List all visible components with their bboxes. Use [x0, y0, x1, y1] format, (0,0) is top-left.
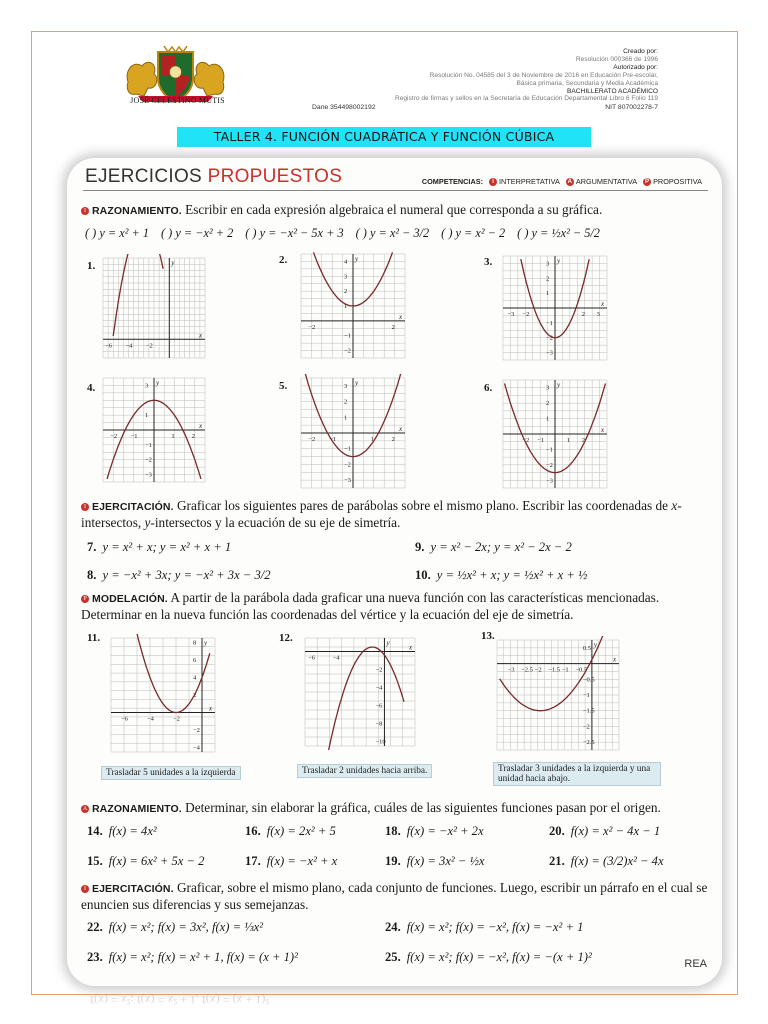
section-text: Escribir en cada expresión algebraica el numeral que corresponda a su gráfica.	[181, 202, 603, 217]
section-razonamiento-2	[81, 800, 711, 817]
y-tick-label: −2	[145, 456, 152, 464]
x-tick-label: −1	[537, 437, 545, 444]
section-text-2: -intersectos,	[81, 498, 682, 530]
y-tick-label: −1	[546, 319, 553, 327]
competencia-label: INTERPRETATIVA	[499, 177, 560, 186]
x-tick-label: −2	[173, 715, 180, 723]
exercise-7	[87, 540, 231, 555]
x-tick-label: −2	[522, 437, 530, 444]
function-expression: f(x) = 3x² − ½x	[406, 854, 485, 868]
exercise-expression: f(x) = x²; f(x) = −x², f(x) = −x² + 1	[406, 920, 584, 934]
y-axis-label: y	[355, 255, 359, 263]
y-tick-label: −8	[375, 720, 383, 728]
exercise-number: 15.	[87, 854, 103, 868]
parabola-graph-11	[107, 634, 219, 756]
parabola-curve	[113, 254, 163, 336]
x-axis-label: x	[199, 331, 203, 340]
graph-label: 11.	[87, 632, 101, 644]
y-tick-label: 2	[193, 692, 197, 699]
nit-code: NIT 807002278-7	[605, 104, 658, 111]
y-tick-label: 1	[145, 412, 149, 420]
x-tick-label: −4	[125, 342, 133, 350]
parabola-graph-3	[499, 252, 611, 364]
y-tick-label: −1	[546, 446, 553, 454]
y-tick-label: −2	[375, 666, 383, 674]
function-item	[385, 824, 484, 839]
exercise-8	[87, 568, 271, 583]
y-tick-label: 2	[344, 288, 348, 296]
y-tick-label: −2	[546, 461, 553, 469]
exercise-expression: y = x² − 2x; y = x² − 2x − 2	[430, 540, 572, 554]
exercise-10	[415, 568, 588, 583]
workshop-title: TALLER 4. FUNCIÓN CUADRÁTICA Y FUNCIÓN CÚBICA	[177, 127, 591, 147]
function-expression: f(x) = −x² + 2x	[406, 824, 484, 838]
exercise-number: 7.	[87, 540, 97, 554]
y-axis-label: y	[557, 381, 561, 389]
x-tick-label: −4	[332, 654, 340, 662]
competencia-icon: A	[567, 179, 573, 186]
section-modelacion	[81, 590, 711, 623]
section-head: RAZONAMIENTO.	[92, 803, 182, 815]
y-tick-label: 3	[145, 382, 149, 390]
exercise-number: 10.	[415, 568, 431, 582]
graph-label: 4.	[87, 382, 96, 394]
section-text-3: -intersectos y la ecuación de su eje de simetría.	[150, 515, 401, 530]
x-axis-label: x	[601, 300, 605, 308]
exercise-number: 8.	[87, 568, 97, 582]
expression-options	[85, 226, 715, 241]
exercise-22	[87, 920, 263, 935]
x-tick-label: −6	[308, 654, 316, 662]
function-expression: f(x) = (3/2)x² − 4x	[570, 854, 664, 868]
function-expression: f(x) = 4x²	[108, 824, 157, 838]
expression-option: ( ) y = −x² − 5x + 3	[245, 226, 344, 240]
section-head: MODELACIÓN.	[92, 593, 168, 605]
y-tick-label: −3	[344, 477, 351, 485]
page-header-accent: PROPUESTOS	[207, 166, 343, 187]
competencia-icon: I	[81, 885, 89, 893]
y-tick-label: 2	[546, 400, 550, 408]
school-name: JOSÉ CELESTINO MUTIS	[130, 96, 225, 105]
y-tick-label: −1	[582, 692, 590, 699]
competencia-icon: I	[81, 207, 89, 215]
y-tick-label: 1	[344, 303, 348, 310]
parabola-graph-1	[99, 254, 209, 362]
y-tick-label: −1	[344, 332, 351, 340]
y-tick-label: 3	[546, 384, 550, 392]
section-text-italic: x	[671, 498, 678, 513]
x-tick-label: −4	[147, 715, 154, 723]
y-tick-label: −3	[145, 471, 152, 479]
function-expression: f(x) = x² − 4x − 1	[570, 824, 661, 838]
section-text: Graficar los siguientes pares de parábolas sobre el mismo plano. Escribir las coordenadas de	[173, 498, 672, 513]
y-tick-label: −6	[375, 702, 383, 710]
exercise-expression: y = −x² + 3x; y = −x² + 3x − 3/2	[102, 568, 271, 582]
y-axis-label: y	[386, 639, 390, 647]
school-credentials	[298, 48, 658, 103]
parabola-graph-2	[297, 250, 409, 362]
textbook-page	[67, 158, 722, 986]
expression-option: ( ) y = x² + 1	[85, 226, 149, 240]
y-tick-label: 1	[546, 415, 550, 423]
x-tick-label: −1	[561, 666, 569, 674]
exercise-number: 16.	[245, 824, 261, 838]
competencia-label: PROPOSITIVA	[653, 177, 702, 186]
reflection-line: f(x) = x²; f(x) = x² + 1, f(x) = (x + 1)²	[90, 993, 269, 1007]
credential-line: Resolución 000366 de 1996	[575, 55, 658, 63]
y-tick-label: 3	[344, 273, 348, 281]
x-tick-label: −1	[329, 436, 337, 443]
graph-label: 3.	[484, 256, 493, 268]
exercise-number: 18.	[385, 824, 401, 838]
graph-label: 12.	[279, 632, 293, 644]
function-item	[549, 824, 660, 839]
credential-line: Resolución No. 04585 del 3 de Noviembre de 2016 en Educación Pre-escolar,	[429, 71, 658, 79]
parabola-graph-4	[99, 374, 209, 486]
y-axis-label: y	[156, 379, 160, 387]
y-tick-label: 8	[193, 639, 197, 647]
x-tick-label: −6	[121, 715, 128, 723]
x-axis-label: x	[399, 425, 403, 433]
y-tick-label: −0.5	[582, 676, 595, 684]
dane-code: Dane 354498002192	[312, 104, 376, 111]
function-item	[385, 854, 485, 869]
y-tick-label: 3	[546, 260, 550, 268]
y-tick-label: −2	[193, 727, 200, 735]
x-tick-label: −6	[105, 342, 113, 350]
graph-label: 2.	[279, 254, 288, 266]
x-axis-label: x	[399, 312, 403, 321]
parabola-graph-5	[297, 374, 409, 492]
x-axis-label: x	[209, 704, 213, 713]
graph-label: 1.	[87, 260, 96, 272]
x-axis-label: x	[601, 426, 605, 434]
graph-label: 5.	[279, 380, 288, 392]
parabola-graph-12	[301, 634, 419, 750]
expression-option: ( ) y = ½x² − 5/2	[517, 226, 600, 240]
x-tick-label: −0.5	[575, 666, 588, 674]
y-tick-label: 3	[344, 382, 348, 390]
function-item	[245, 824, 336, 839]
section-text: Graficar, sobre el mismo plano, cada conjunto de funciones. Luego, escribir un párrafo en el cual se enuncien sus diferencias y sus semejanzas.	[81, 880, 708, 912]
y-axis-label: y	[171, 259, 175, 267]
page-header	[85, 166, 342, 188]
parabola-graph-13	[493, 636, 623, 754]
exercise-9	[415, 540, 572, 555]
page-corner-text: REA	[684, 958, 707, 970]
x-axis-label: x	[409, 643, 413, 652]
parabola-graph-6	[499, 376, 611, 492]
caption-12: Trasladar 2 unidades hacia arriba.	[297, 764, 432, 778]
x-tick-label: −2	[308, 436, 316, 443]
section-ejercitacion-1	[81, 498, 711, 531]
x-tick-label: −2	[308, 323, 316, 331]
section-head: EJERCITACIÓN.	[92, 883, 174, 895]
y-tick-label: −3	[546, 349, 553, 357]
exercise-number: 22.	[87, 920, 103, 934]
competencia-icon: P	[81, 595, 89, 603]
competencia-icon: A	[82, 805, 88, 812]
function-expression: f(x) = −x² + x	[266, 854, 338, 868]
exercise-24	[385, 920, 583, 935]
section-head: EJERCITACIÓN.	[92, 501, 174, 513]
competencias-legend	[422, 177, 702, 186]
expression-option: ( ) y = −x² + 2	[160, 226, 234, 240]
x-tick-label: 2	[581, 311, 585, 318]
function-expression: f(x) = 6x² + 5x − 2	[108, 854, 205, 868]
section-head: RAZONAMIENTO.	[92, 205, 182, 217]
y-tick-label: −1.5	[582, 707, 595, 715]
graph-label: 13.	[481, 630, 495, 642]
x-tick-label: 1	[171, 433, 175, 440]
y-tick-label: 4	[193, 674, 197, 682]
exercise-number: 9.	[415, 540, 425, 554]
x-tick-label: −2.5	[521, 666, 533, 674]
graph-label: 6.	[484, 382, 493, 394]
function-item	[245, 854, 337, 869]
x-tick-label: −1	[130, 433, 138, 440]
exercise-number: 24.	[385, 920, 401, 934]
competencias-label: COMPETENCIAS:	[421, 177, 484, 186]
credential-line: Autorizado por:	[613, 63, 658, 71]
y-tick-label: −2.5	[582, 739, 595, 747]
credential-line: Creado por:	[623, 48, 658, 55]
y-tick-label: 2	[546, 275, 550, 283]
x-tick-label: 3	[596, 311, 600, 318]
y-axis-label: y	[557, 257, 561, 265]
credential-line: Básica primaria, Secundaria y Media Académica	[516, 79, 658, 87]
header-rule	[83, 190, 708, 191]
y-axis-label: y	[204, 639, 208, 647]
x-tick-label: 2	[581, 437, 585, 444]
exercise-expression: f(x) = x²; f(x) = 3x², f(x) = ⅓x²	[108, 920, 264, 934]
competencia-icon: I	[81, 503, 89, 511]
page-header-plain: EJERCICIOS	[85, 166, 208, 187]
exercise-number: 17.	[245, 854, 261, 868]
x-tick-label: −3	[507, 666, 515, 674]
competencia-label: ARGUMENTATIVA	[575, 177, 638, 186]
exercise-number: 14.	[87, 824, 103, 838]
expression-option: ( ) y = x² − 2	[441, 226, 506, 240]
x-tick-label: 1	[370, 436, 375, 443]
competencia-icon: I	[489, 178, 497, 186]
section-razonamiento-1	[81, 202, 711, 219]
x-tick-label: −3	[507, 311, 515, 318]
function-item	[87, 854, 204, 869]
section-text: Determinar, sin elaborar la gráfica, cuáles de las siguientes funciones pasan por el origen.	[181, 800, 661, 815]
y-tick-label: −10	[375, 738, 386, 746]
y-tick-label: 4	[344, 258, 348, 266]
x-axis-label: x	[199, 422, 203, 430]
caption-13: Trasladar 3 unidades a la izquierda y una unidad hacia abajo.	[493, 762, 661, 786]
y-tick-label: 0.5	[582, 644, 592, 652]
y-tick-label: 6	[193, 656, 197, 664]
credential-line: Registro de firmas y sellos en la Secretaría de Educación Departamental Libro 6 Folio 119	[394, 95, 658, 103]
y-tick-label: 1	[546, 290, 550, 298]
expression-option: ( ) y = x² − 3/2	[355, 226, 430, 240]
exercise-expression: f(x) = x²; f(x) = −x², f(x) = −(x + 1)²	[406, 950, 592, 964]
y-tick-label: −2	[344, 461, 351, 469]
exercise-number: 20.	[549, 824, 565, 838]
y-tick-label: −1	[344, 445, 351, 453]
function-item	[87, 824, 157, 839]
y-tick-label: −4	[375, 684, 383, 692]
school-crest-logo	[118, 44, 233, 118]
x-tick-label: −2	[522, 311, 530, 318]
x-tick-label: −2	[534, 666, 542, 674]
y-tick-label: −3	[546, 477, 553, 485]
exercise-expression: y = ½x² + x; y = ½x² + x + ½	[436, 568, 588, 582]
x-tick-label: 1	[566, 437, 571, 444]
exercise-23	[87, 950, 298, 965]
y-tick-label: −1	[145, 441, 152, 449]
page-reflection	[70, 992, 710, 1024]
caption-11: Trasladar 5 unidades a la izquierda	[101, 766, 241, 780]
y-tick-label: 1	[344, 414, 348, 422]
y-tick-label: −4	[193, 744, 200, 752]
exercise-number: 21.	[549, 854, 565, 868]
x-tick-label: −2	[145, 342, 153, 350]
y-axis-label: y	[593, 641, 597, 649]
x-tick-label: −1.5	[548, 666, 561, 674]
exercise-number: 25.	[385, 950, 401, 964]
x-tick-label: 2	[191, 433, 196, 440]
exercise-number: 23.	[87, 950, 103, 964]
x-tick-label: −2	[110, 433, 118, 440]
x-axis-label: x	[613, 655, 617, 664]
section-text: A partir de la parábola dada graficar una nueva función con las características mencionadas. Determinar en la nueva función las coordenadas del vértice y la ecuación del eje de simetría.	[81, 590, 660, 622]
exercise-expression: y = x² + x; y = x² + x + 1	[102, 540, 232, 554]
y-axis-label: y	[355, 379, 359, 387]
competencia-icon: P	[645, 179, 650, 186]
function-item	[549, 854, 664, 869]
y-tick-label: −2	[546, 334, 553, 342]
exercise-expression: f(x) = x²; f(x) = x² + 1, f(x) = (x + 1)²	[108, 950, 298, 964]
x-tick-label: 2	[391, 436, 395, 443]
function-expression: f(x) = 2x² + 5	[266, 824, 336, 838]
credential-line: BACHILLERATO ACADÉMICO	[567, 87, 658, 95]
y-tick-label: −2	[344, 347, 351, 355]
exercise-number: 19.	[385, 854, 401, 868]
x-tick-label: 2	[391, 323, 395, 331]
y-tick-label: 2	[344, 398, 348, 406]
exercise-25	[385, 950, 592, 965]
y-tick-label: −2	[582, 723, 590, 731]
section-text-italic-2: y	[144, 515, 151, 530]
section-ejercitacion-2	[81, 880, 713, 913]
